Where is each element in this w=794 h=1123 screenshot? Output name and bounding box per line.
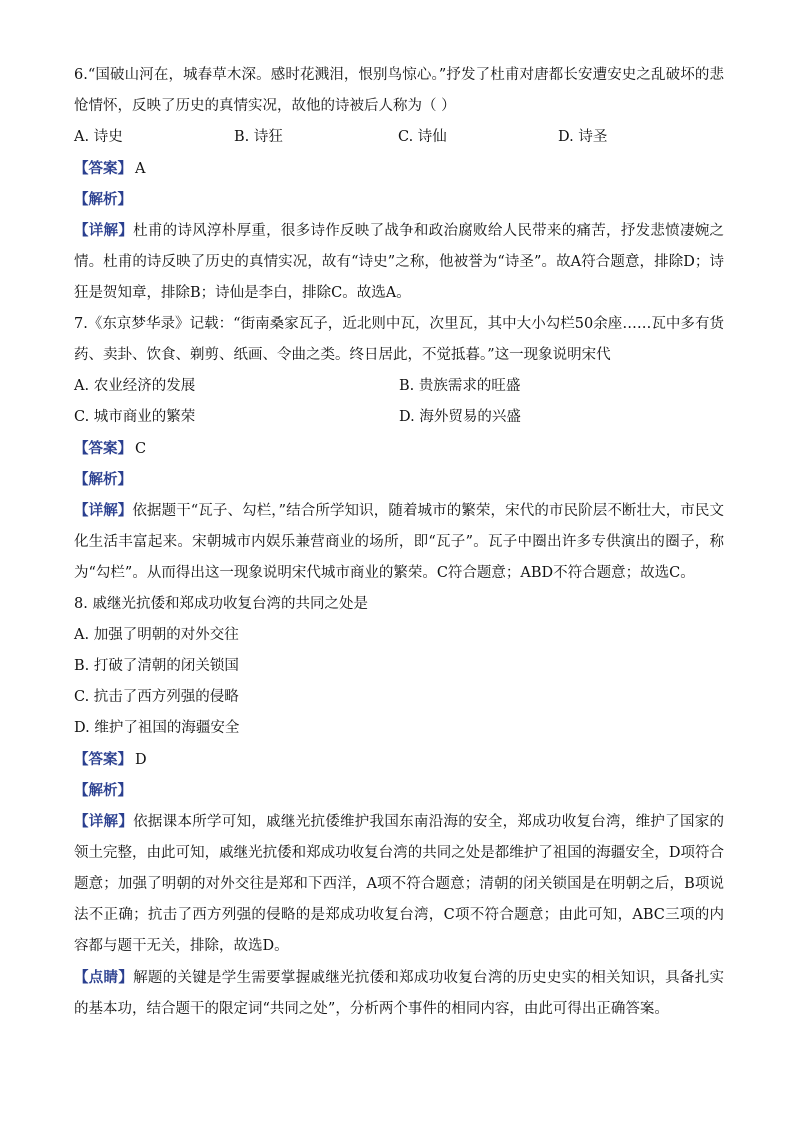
detail-paragraph [74, 495, 724, 589]
option-d: D. 诗圣 [558, 129, 608, 145]
question-7 [74, 309, 724, 589]
question-6 [74, 60, 724, 309]
analysis-tag: 【解析】 [74, 191, 132, 208]
answer-line [74, 153, 724, 184]
analysis-line [74, 184, 724, 215]
answer-tag: 【答案】 [74, 751, 132, 768]
analysis-tag: 【解析】 [74, 782, 132, 799]
analysis-line [74, 775, 724, 806]
question-8 [74, 589, 724, 1025]
option-a: A. 农业经济的发展 [74, 378, 196, 394]
options-row [74, 122, 724, 153]
option-b: B. 贵族需求的旺盛 [399, 378, 521, 394]
question-stem: 7.《东京梦华录》记载：“街南桑家瓦子，近北则中瓦，次里瓦，其中大小勾栏50余座……瓦中多有货药、卖卦、饮食、剃剪、纸画、令曲之类。终日居此，不觉抵暮。”这一现象说明宋代 [74, 316, 724, 363]
option-c: C. 抗击了西方列强的侵略 [74, 689, 239, 705]
detail-paragraph [74, 806, 724, 962]
option-b: B. 诗狂 [234, 129, 283, 145]
option-d: D. 海外贸易的兴盛 [399, 409, 521, 425]
answer-tag: 【答案】 [74, 440, 132, 457]
answer-value: C [135, 441, 147, 457]
answer-tag: 【答案】 [74, 160, 132, 177]
options-grid [74, 371, 724, 433]
document-page [74, 60, 724, 1025]
option-a: A. 诗史 [74, 129, 123, 145]
option-d: D. 维护了祖国的海疆安全 [74, 720, 240, 736]
answer-value: D [135, 752, 147, 768]
detail-text: 依据课本所学可知，戚继光抗倭维护我国东南沿海的安全，郑成功收复台湾，维护了国家的领土完整，由此可知，戚继光抗倭和郑成功收复台湾的共同之处是都维护了祖国的海疆安全，D项符合题意；加强了明朝的对外交往是郑和下西洋，A项不符合题意；清朝的闭关锁国是在明朝之后，B项说法不正确；抗击了西方列强的侵略的是郑成功收复台湾，C项不符合题意；由此可知，ABC三项的内容都与题干无关，排除，故选D。 [74, 814, 725, 954]
analysis-line [74, 464, 724, 495]
option-c: C. 诗仙 [398, 129, 447, 145]
answer-value: A [135, 161, 146, 177]
option-c: C. 城市商业的繁荣 [74, 409, 196, 425]
option-a: A. 加强了明朝的对外交往 [74, 627, 239, 643]
answer-line [74, 744, 724, 775]
answer-line [74, 433, 724, 464]
detail-tag: 【详解】 [74, 222, 134, 239]
tip-paragraph [74, 962, 724, 1025]
detail-tag: 【详解】 [74, 502, 133, 519]
tip-tag: 【点睛】 [74, 969, 134, 986]
analysis-tag: 【解析】 [74, 471, 132, 488]
tip-text: 解题的关键是学生需要掌握戚继光抗倭和郑成功收复台湾的历史史实的相关知识，具备扎实的基本功，结合题干的限定词“共同之处”，分析两个事件的相同内容，由此可得出正确答案。 [74, 970, 725, 1017]
detail-tag: 【详解】 [74, 813, 134, 830]
detail-text: 杜甫的诗风淳朴厚重，很多诗作反映了战争和政治腐败给人民带来的痛苦，抒发悲愤凄婉之情。杜甫的诗反映了历史的真情实况，故有“诗史”之称，他被誉为“诗圣”。故A符合题意，排除D；诗狂是贺知章，排除B；诗仙是李白，排除C。故选A。 [74, 223, 725, 301]
question-stem: 6.“国破山河在，城春草木深。感时花溅泪，恨别鸟惊心。”抒发了杜甫对唐都长安遭安史之乱破坏的悲怆情怀，反映了历史的真情实况，故他的诗被后人称为（ ） [74, 67, 724, 114]
detail-paragraph [74, 215, 724, 309]
question-stem: 8. 戚继光抗倭和郑成功收复台湾的共同之处是 [74, 596, 368, 612]
option-b: B. 打破了清朝的闭关锁国 [74, 658, 239, 674]
detail-text: 依据题干“瓦子、勾栏，”结合所学知识，随着城市的繁荣，宋代的市民阶层不断壮大，市民文化生活丰富起来。宋朝城市内娱乐兼营商业的场所，即“瓦子”。瓦子中圈出许多专供演出的圈子，称为“勾栏”。从而得出这一现象说明宋代城市商业的繁荣。C符合题意；ABD不符合题意；故选C。 [74, 503, 725, 581]
